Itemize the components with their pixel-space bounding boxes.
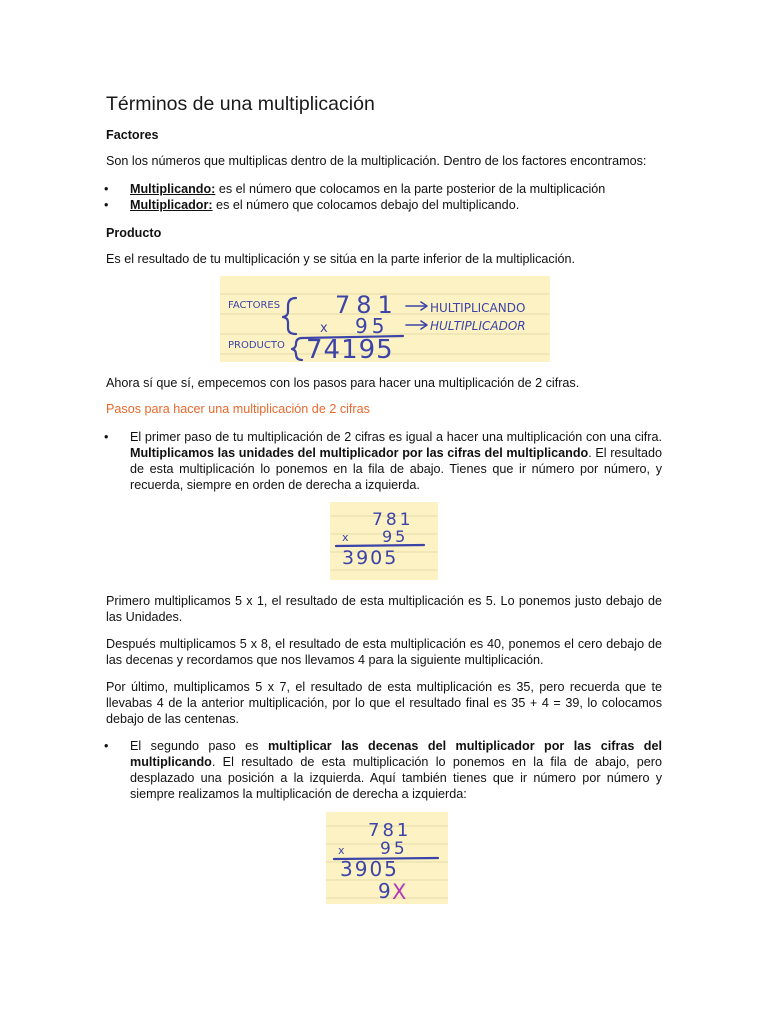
figure-terms-diagram [220,276,550,362]
producto-text: Es el resultado de tu multiplicación y se sitúa en la parte inferior de la multiplicación. [106,252,576,266]
list-item [104,429,662,493]
times-sign: x [320,321,328,336]
figure-step2 [326,812,448,904]
multiplier: 95 [355,314,389,338]
placeholder-x: X [392,880,407,904]
steps-list-1 [104,429,662,493]
term-multiplicando-desc: es el número que colocamos en la parte posterior de la multiplicación [215,182,606,196]
partial-product-1: 3905 [342,547,399,569]
bullet-icon: • [104,182,109,196]
multiplicand: 781 [372,510,414,530]
label-producto: PRODUCTO [228,340,285,351]
arrow-label-multiplicando: HULTIPLICANDO [430,301,526,315]
factores-intro: Son los números que multiplicas dentro de la multiplicación. Dentro de los factores encontramos: [106,154,647,168]
arrow-label-multiplicador: HULTIPLICADOR [430,319,526,333]
list-item [104,197,662,213]
step1-bold: Multiplicamos las unidades del multiplicador por las cifras del multiplicando [130,446,589,460]
factores-heading: Factores [106,128,159,142]
partial-product-2: 9 [378,879,391,903]
para-5x8: Después multiplicamos 5 x 8, el resultado de esta multiplicación es 40, ponemos el cero debajo de las decenas y recordamos que nos llevamos 4 para la siguiente multiplicación. [106,637,662,667]
label-factores: FACTORES [228,300,281,311]
term-multiplicador: Multiplicador: [130,198,213,212]
arrow-multiplicador-icon [406,321,427,329]
times-sign: x [342,531,349,544]
brace-producto-icon [292,338,302,360]
para-5x7: Por último, multiplicamos 5 x 7, el resultado de esta multiplicación es 35, pero recuerda que te llevabas 4 de la anterior multiplicación, por lo que el resultado final es 35 + 4 = 39, lo colocamos debajo de las centenas. [106,680,662,726]
multiplicand: 781 [368,820,412,841]
intro-steps: Ahora sí que sí, empecemos con los pasos para hacer una multiplicación de 2 cifras. [106,376,580,390]
brace-factores-icon [283,298,296,334]
partial-product-1: 3905 [340,857,399,881]
step1-post: . El resultado de esta multiplicación lo ponemos en la fila de abajo. Tienes que ir número por número, y recuerda, siempre en orden de derecha a izquierda. [130,446,662,492]
term-multiplicador-desc: es el número que colocamos debajo del multiplicando. [212,198,520,212]
producto-heading: Producto [106,226,162,240]
bullet-icon: • [104,739,109,753]
step2-bold: multiplicar las decenas del multiplicador por las cifras del multiplicando [130,739,662,769]
bullet-icon: • [104,430,109,444]
figure-step1 [330,502,438,580]
factores-list [104,181,662,213]
multiplier: 95 [380,839,408,859]
arrow-multiplicando-icon [406,302,427,310]
list-item [104,181,662,197]
para-5x1: Primero multiplicamos 5 x 1, el resultado de esta multiplicación es 5. Lo ponemos justo debajo de las Unidades. [106,594,662,624]
bullet-icon: • [104,198,109,212]
multiplier: 95 [382,527,409,546]
result-line [336,545,424,546]
multiplicand: 781 [335,291,399,319]
step2-pre: El segundo paso es [130,739,268,753]
step2-post: . El resultado de esta multiplicación lo ponemos en la fila de abajo, pero desplazado una posición a la izquierda. Aquí también tienes que ir número por número y siempre realizamos la multiplicación de derecha a izquierda: [130,755,662,801]
steps-list-2 [104,738,662,802]
steps-heading: Pasos para hacer una multiplicación de 2 cifras [106,402,370,416]
product: 74195 [306,335,394,362]
step1-pre: El primer paso de tu multiplicación de 2 cifras es igual a hacer una multiplicación con una cifra. [130,430,662,444]
page-title: Términos de una multiplicación [106,93,375,115]
times-sign: x [338,844,345,857]
term-multiplicando: Multiplicando: [130,182,216,196]
list-item [104,738,662,802]
